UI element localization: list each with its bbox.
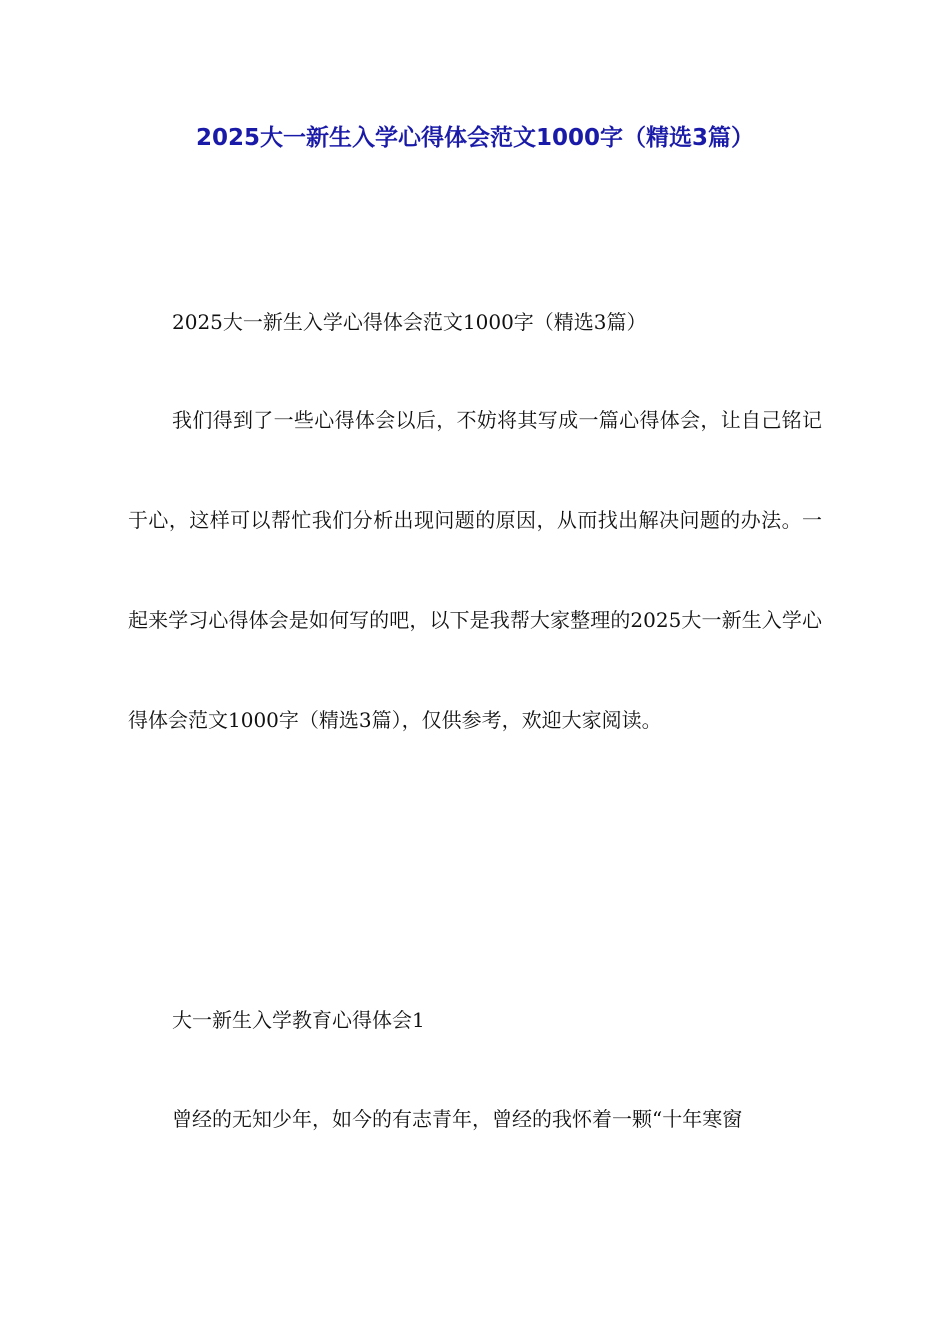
section-heading: 大一新生入学教育心得体会1 — [172, 1008, 425, 1032]
subtitle-paragraph: 2025大一新生入学心得体会范文1000字（精选3篇） — [172, 310, 647, 334]
intro-paragraph: 我们得到了一些心得体会以后，不妨将其写成一篇心得体会，让自己铭记于心，这样可以帮忙我们分析出现问题的原因，从而找出解决问题的办法。一起来学习心得体会是如何写的吧，以下是我帮大家整理的2025大一新生入学心得体会范文1000字（精选3篇），仅供参考，欢迎大家阅读。 — [128, 408, 822, 732]
document-title: 2025大一新生入学心得体会范文1000字（精选3篇） — [195, 125, 755, 151]
section-paragraph: 曾经的无知少年，如今的有志青年，曾经的我怀着一颗“十年寒窗 — [172, 1107, 743, 1131]
